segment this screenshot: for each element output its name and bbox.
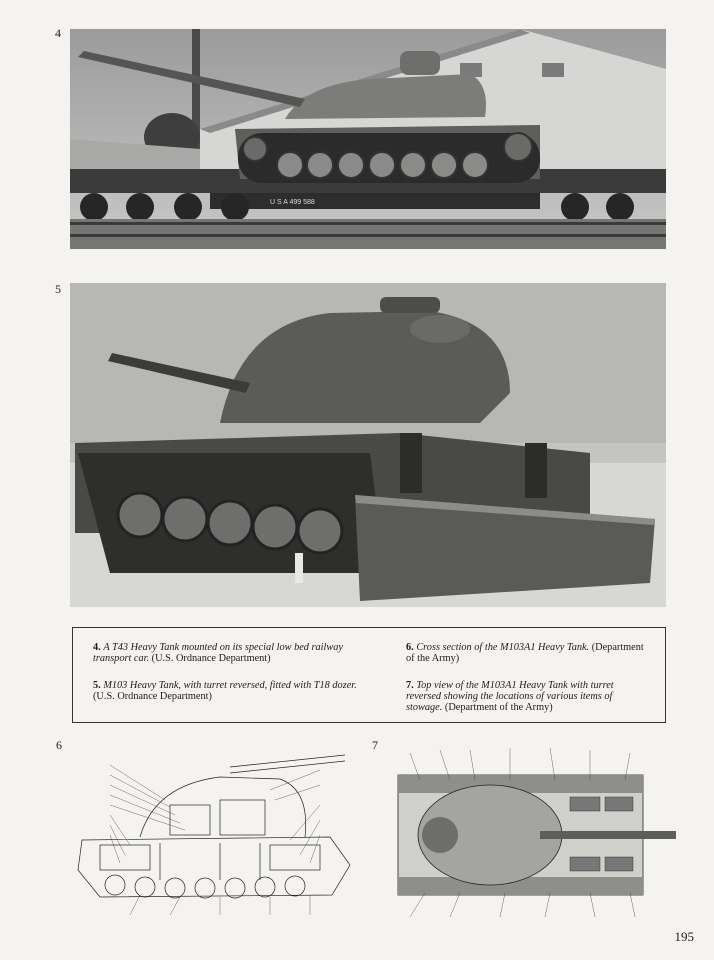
figure-number-6: 6 — [56, 738, 62, 752]
captions-box — [72, 627, 666, 723]
caption-4-text: A T43 Heavy Tank mounted on its special low bed railway transport car. — [93, 642, 343, 664]
caption-6-text: Cross section of the M103A1 Heavy Tank. — [416, 642, 590, 653]
caption-4 — [93, 642, 363, 664]
caption-4-number: 4. — [93, 642, 101, 653]
photo-m103-dozer — [70, 283, 666, 607]
figure-number-7: 7 — [372, 738, 378, 752]
figure-number-5: 5 — [55, 282, 61, 296]
top-view-drawing — [380, 745, 676, 925]
caption-5 — [93, 680, 363, 702]
cross-section-drawing — [70, 745, 360, 925]
caption-7 — [406, 680, 651, 713]
caption-6 — [406, 642, 651, 664]
caption-5-number: 5. — [93, 680, 101, 691]
figure-number-4: 4 — [55, 26, 61, 40]
page-number: 195 — [674, 929, 694, 944]
caption-7-credit: (Department of the Army) — [444, 702, 553, 713]
railcar-marking: U S A 499 588 — [270, 199, 315, 206]
caption-6-credit: (Department of the Army) — [406, 642, 644, 664]
caption-5-text: M103 Heavy Tank, with turret reversed, fitted with T18 dozer. — [103, 680, 357, 691]
caption-4-credit: (U.S. Ordnance Department) — [151, 653, 271, 664]
photo-t43-railcar — [70, 29, 666, 249]
caption-7-text: Top view of the M103A1 Heavy Tank with turret reversed showing the locations of various items of stowage. — [406, 680, 614, 713]
caption-7-number: 7. — [406, 680, 414, 691]
caption-6-number: 6. — [406, 642, 414, 653]
caption-5-credit: (U.S. Ordnance Department) — [93, 691, 212, 702]
